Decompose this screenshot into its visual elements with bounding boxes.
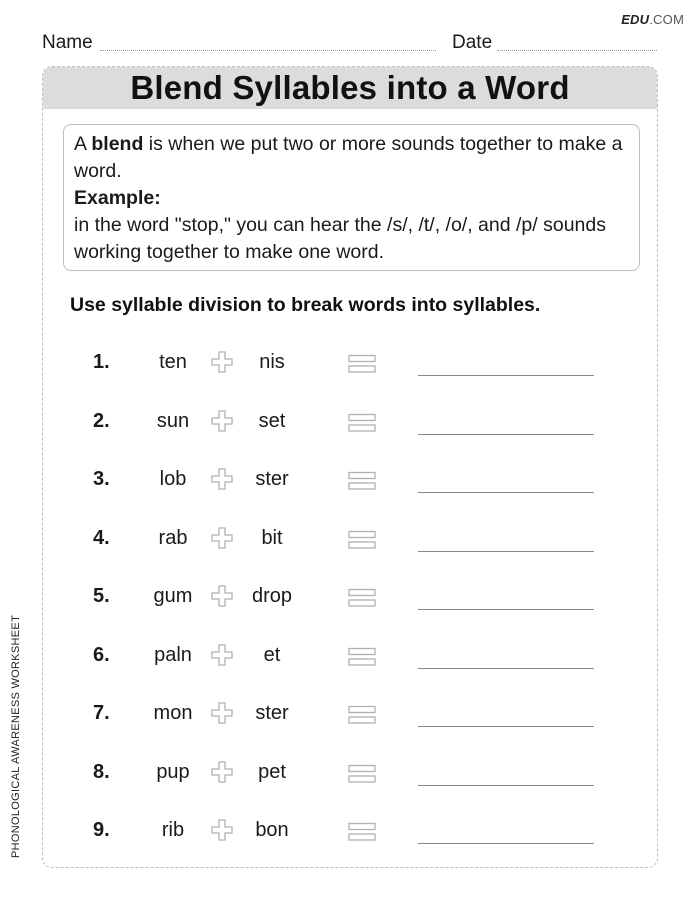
side-label: PHONOLOGICAL AWARENESS WORKSHEET xyxy=(10,614,22,858)
item-number: 9. xyxy=(93,819,110,841)
second-syllable: drop xyxy=(251,585,293,607)
definition-box xyxy=(63,124,640,271)
plus-icon xyxy=(210,409,234,433)
second-syllable: pet xyxy=(258,760,286,783)
exercise-row xyxy=(43,692,657,732)
equals-icon xyxy=(348,822,376,842)
equals-icon xyxy=(348,413,376,433)
header-fields xyxy=(42,30,660,56)
answer-field[interactable] xyxy=(418,785,594,786)
exercise-row xyxy=(43,575,657,615)
plus-icon xyxy=(210,526,234,550)
first-syllable: lob xyxy=(159,468,187,490)
item-number: 4. xyxy=(93,526,110,549)
second-syllable: et xyxy=(263,643,281,666)
second-syllable: set xyxy=(258,409,286,432)
example-label: Example: xyxy=(74,187,161,209)
answer-field[interactable] xyxy=(418,668,594,669)
first-syllable: rab xyxy=(158,526,188,549)
equals-icon xyxy=(348,530,376,550)
brand-suffix: .COM xyxy=(649,12,684,27)
plus-icon xyxy=(210,467,234,491)
item-number: 8. xyxy=(93,760,110,783)
plus-icon xyxy=(210,760,234,784)
exercise-row xyxy=(43,517,657,557)
example-text: in the word "stop," you can hear the /s/, /t/, /o/, and /p/ sounds working together to make one word. xyxy=(74,214,606,263)
answer-field[interactable] xyxy=(418,375,594,376)
item-number: 6. xyxy=(93,643,110,666)
worksheet-frame xyxy=(42,66,658,868)
plus-icon xyxy=(210,818,234,842)
first-syllable: mon xyxy=(153,702,193,724)
plus-icon xyxy=(210,701,234,725)
brand-main: EDU xyxy=(621,12,650,27)
exercise-row xyxy=(43,751,657,791)
answer-field[interactable] xyxy=(418,492,594,493)
first-syllable: rib xyxy=(161,819,185,841)
exercise-row xyxy=(43,634,657,674)
exercise-row xyxy=(43,341,657,381)
plus-icon xyxy=(210,643,234,667)
page-title: Blend Syllables into a Word xyxy=(130,69,570,106)
item-number: 7. xyxy=(93,702,110,724)
exercise-row xyxy=(43,400,657,440)
second-syllable: bon xyxy=(255,819,289,841)
name-field[interactable] xyxy=(100,50,436,51)
brand-logo xyxy=(621,12,684,27)
first-syllable: gum xyxy=(153,585,193,607)
equals-icon xyxy=(348,471,376,491)
answer-field[interactable] xyxy=(418,551,594,552)
item-number: 2. xyxy=(93,409,110,432)
second-syllable: ster xyxy=(255,702,289,724)
equals-icon xyxy=(348,705,376,725)
exercise-row xyxy=(43,458,657,498)
plus-icon xyxy=(210,584,234,608)
answer-field[interactable] xyxy=(418,609,594,610)
first-syllable: ten xyxy=(159,351,187,373)
answer-field[interactable] xyxy=(418,843,594,844)
second-syllable: bit xyxy=(261,526,283,549)
equals-icon xyxy=(348,354,376,374)
equals-icon xyxy=(348,588,376,608)
date-field[interactable] xyxy=(497,50,657,51)
item-number: 3. xyxy=(93,468,110,490)
equals-icon xyxy=(348,647,376,667)
instruction: Use syllable division to break words into syllables. xyxy=(70,294,541,316)
first-syllable: sun xyxy=(156,409,190,432)
exercise-row xyxy=(43,809,657,849)
equals-icon xyxy=(348,764,376,784)
first-syllable: paln xyxy=(154,643,192,666)
answer-field[interactable] xyxy=(418,726,594,727)
item-number: 5. xyxy=(93,585,110,607)
plus-icon xyxy=(210,350,234,374)
definition-text: A blend is when we put two or more sounds together to make a word. xyxy=(74,133,623,182)
date-label: Date xyxy=(452,32,493,53)
second-syllable: ster xyxy=(255,468,289,490)
second-syllable: nis xyxy=(259,351,285,373)
name-label: Name xyxy=(42,32,93,53)
title-bar xyxy=(43,67,657,109)
first-syllable: pup xyxy=(156,760,190,783)
definition-term: blend xyxy=(91,133,144,155)
item-number: 1. xyxy=(93,351,110,373)
answer-field[interactable] xyxy=(418,434,594,435)
